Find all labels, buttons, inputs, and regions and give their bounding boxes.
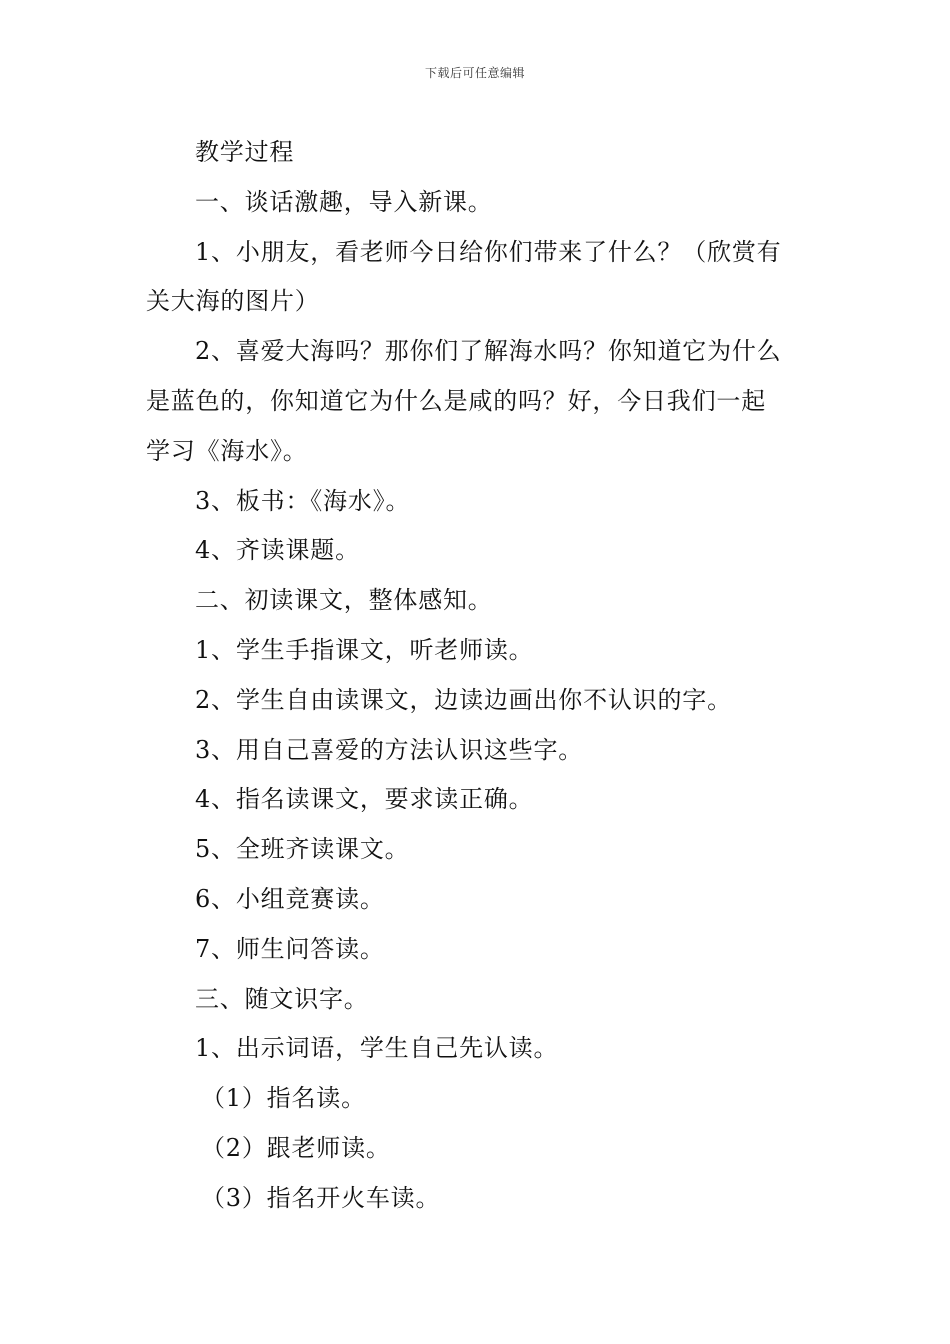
paragraph-line: 关大海的图片）: [146, 287, 320, 316]
paragraph-line: 3、板书：《海水》。: [195, 486, 411, 515]
paragraph-line: 3、用自己喜爱的方法认识这些字。: [195, 735, 584, 764]
paragraph-line: 4、齐读课题。: [195, 536, 360, 565]
paragraph-line: （2）跟老师读。: [201, 1133, 391, 1162]
paragraph-line: （1）指名读。: [201, 1084, 366, 1113]
paragraph-line: 2、学生自由读课文，边读边画出你不认识的字。: [195, 685, 732, 714]
paragraph-line: 7、师生问答读。: [195, 934, 385, 963]
document-body: [146, 128, 806, 1224]
paragraph-line: 二、初读课文，整体感知。: [195, 586, 493, 615]
paragraph-line: 三、随文识字。: [195, 984, 369, 1013]
page-header: 下载后可任意编辑: [424, 66, 525, 80]
paragraph-line: （3）指名开火车读。: [201, 1183, 441, 1212]
paragraph-line: 1、小朋友，看老师今日给你们带来了什么？（欣赏有: [195, 237, 782, 266]
paragraph-line: 1、出示词语，学生自己先认读。: [195, 1034, 559, 1063]
paragraph-line: 一、谈话激趣，导入新课。: [195, 187, 493, 216]
paragraph-line: 6、小组竞赛读。: [195, 884, 385, 913]
section-heading: 教学过程: [195, 138, 295, 166]
paragraph-line: 1、学生手指课文，听老师读。: [195, 635, 534, 664]
paragraph-line: 4、指名读课文，要求读正确。: [195, 785, 534, 814]
paragraph-line: 2、喜爱大海吗？那你们了解海水吗？你知道它为什么: [195, 337, 782, 366]
paragraph-line: 5、全班齐读课文。: [195, 835, 410, 864]
paragraph-line: 是蓝色的，你知道它为什么是咸的吗？好，今日我们一起: [146, 386, 766, 415]
paragraph-line: 学习《海水》。: [146, 436, 308, 465]
